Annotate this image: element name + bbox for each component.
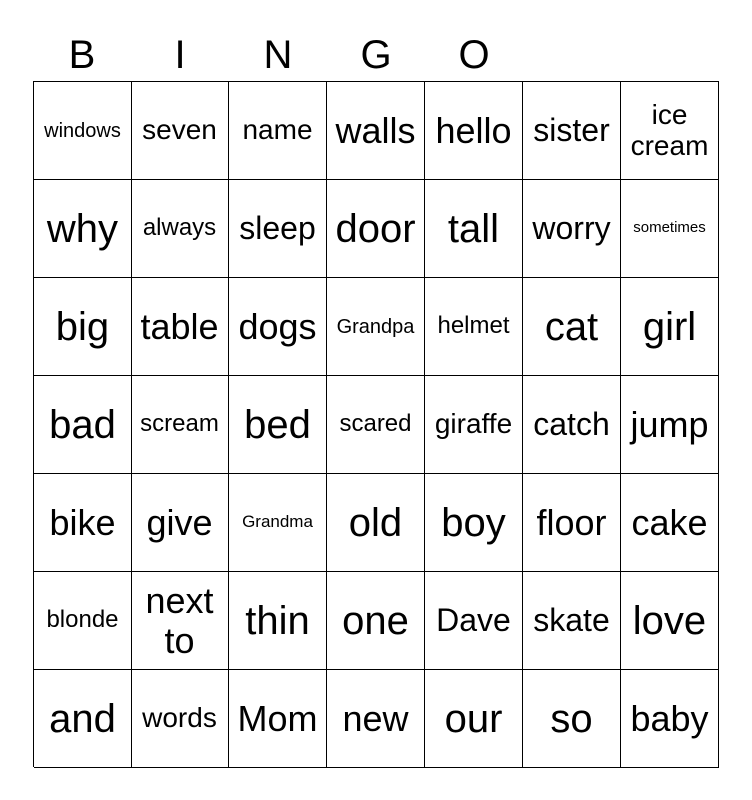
- bingo-cell: boy: [425, 474, 523, 572]
- bingo-cell: one: [327, 572, 425, 670]
- bingo-cell: girl: [621, 278, 719, 376]
- bingo-cell: baby: [621, 670, 719, 768]
- bingo-cell: worry: [523, 180, 621, 278]
- bingo-header: [33, 30, 719, 80]
- bingo-cell: our: [425, 670, 523, 768]
- header-letter-o: O: [458, 33, 490, 77]
- header-letter-i: I: [174, 33, 186, 77]
- bingo-cell: door: [327, 180, 425, 278]
- bingo-cell: next to: [131, 572, 229, 670]
- bingo-cell: big: [34, 278, 132, 376]
- bingo-cell: Dave: [425, 572, 523, 670]
- bingo-cell: helmet: [425, 278, 523, 376]
- bingo-cell: catch: [523, 376, 621, 474]
- header-letter-b: B: [68, 33, 96, 77]
- bingo-cell: bike: [34, 474, 132, 572]
- bingo-cell: bed: [229, 376, 327, 474]
- bingo-card-grid: [33, 81, 719, 767]
- bingo-cell: scared: [327, 376, 425, 474]
- bingo-cell: sister: [523, 82, 621, 180]
- bingo-cell: sometimes: [621, 180, 719, 278]
- header-letter-n: N: [263, 33, 293, 77]
- bingo-cell: floor: [523, 474, 621, 572]
- bingo-cell: cake: [621, 474, 719, 572]
- bingo-cell: cat: [523, 278, 621, 376]
- bingo-cell: love: [621, 572, 719, 670]
- bingo-cell: hello: [425, 82, 523, 180]
- bingo-cell: walls: [327, 82, 425, 180]
- bingo-cell: give: [131, 474, 229, 572]
- bingo-cell: and: [34, 670, 132, 768]
- bingo-cell: why: [34, 180, 132, 278]
- bingo-cell: sleep: [229, 180, 327, 278]
- bingo-cell: giraffe: [425, 376, 523, 474]
- bingo-cell: tall: [425, 180, 523, 278]
- bingo-cell: so: [523, 670, 621, 768]
- bingo-cell: Grandpa: [327, 278, 425, 376]
- bingo-cell: jump: [621, 376, 719, 474]
- bingo-cell: bad: [34, 376, 132, 474]
- bingo-cell: skate: [523, 572, 621, 670]
- header-letter-g: G: [360, 33, 392, 77]
- bingo-cell: dogs: [229, 278, 327, 376]
- bingo-cell: blonde: [34, 572, 132, 670]
- bingo-cell: ice cream: [621, 82, 719, 180]
- bingo-cell: Grandma: [229, 474, 327, 572]
- bingo-cell: table: [131, 278, 229, 376]
- bingo-cell: name: [229, 82, 327, 180]
- bingo-cell: scream: [131, 376, 229, 474]
- bingo-cell: always: [131, 180, 229, 278]
- bingo-cell: old: [327, 474, 425, 572]
- bingo-cell: Mom: [229, 670, 327, 768]
- bingo-cell: seven: [131, 82, 229, 180]
- bingo-cell: windows: [34, 82, 132, 180]
- bingo-cell: words: [131, 670, 229, 768]
- bingo-cell: thin: [229, 572, 327, 670]
- bingo-cell: new: [327, 670, 425, 768]
